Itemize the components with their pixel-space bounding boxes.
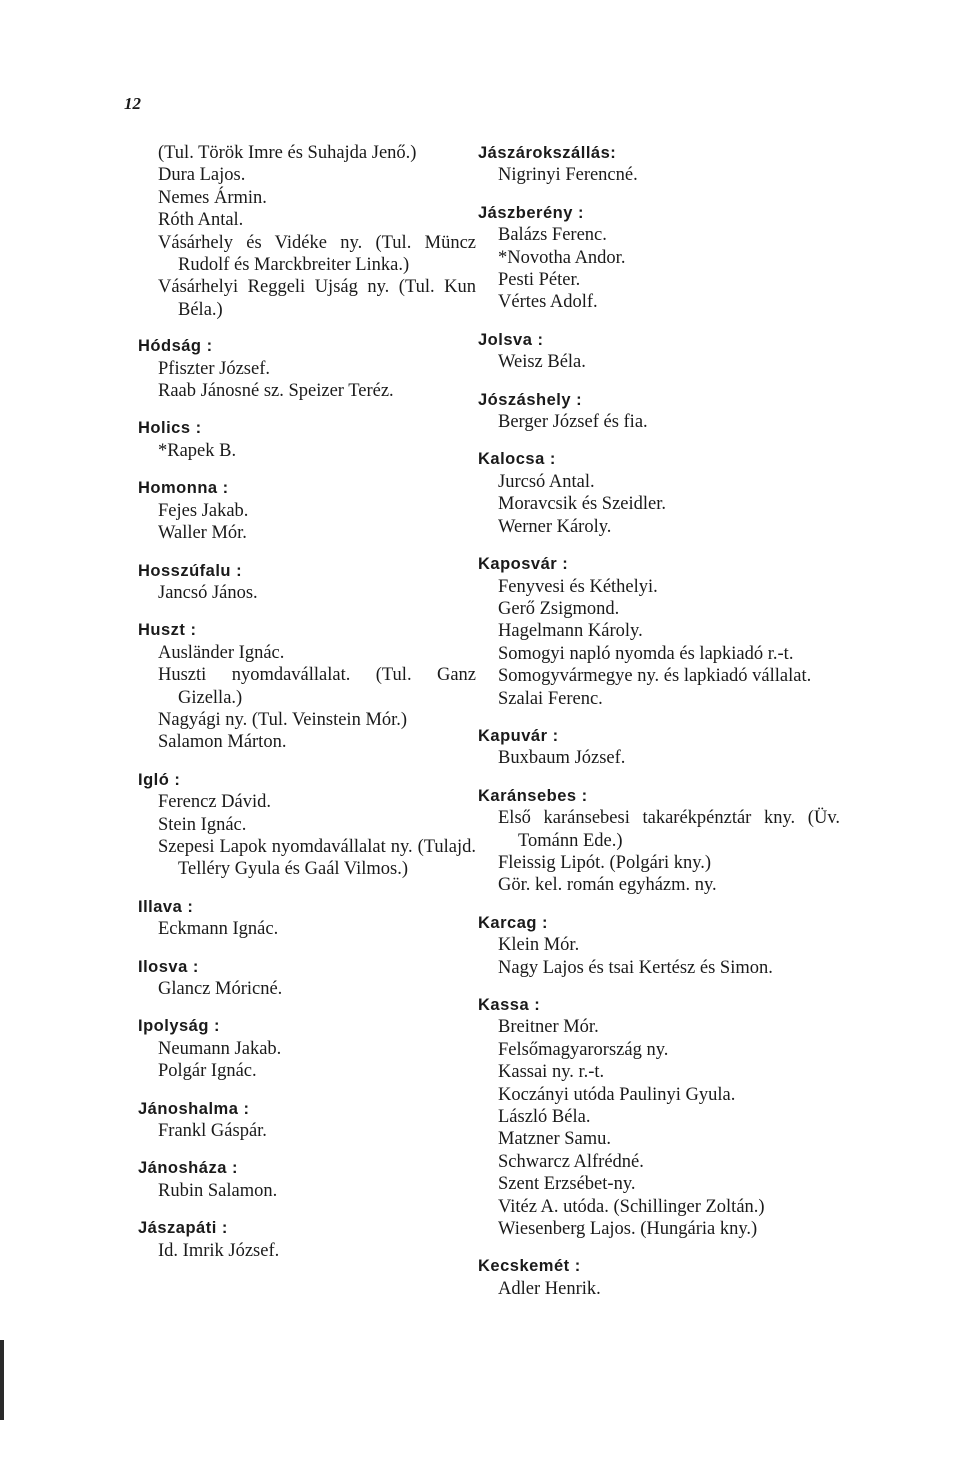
printer-entry: Ferencz Dávid. (158, 792, 272, 813)
printer-entry: (Tul. Török Imre és Suhajda Jenő.) (158, 143, 417, 163)
left-column (138, 142, 476, 1277)
location-heading: Illava : (138, 897, 194, 916)
location-group-janoshalma (138, 1098, 476, 1143)
location-heading: Jászberény : (478, 203, 584, 222)
location-heading: Ipolyság : (138, 1017, 221, 1036)
location-heading: Huszt : (138, 621, 197, 640)
printer-entry: Felsőmagyarország ny. (498, 1039, 669, 1060)
location-heading: Jolsva : (478, 330, 544, 349)
location-group-continued (158, 142, 476, 321)
scan-edge-mark (0, 1340, 4, 1420)
location-heading: Karánsebes : (478, 786, 588, 805)
printer-entry: Matzner Samu. (498, 1129, 612, 1150)
location-heading: Jószáshely : (478, 390, 583, 409)
printer-entry: Koczányi utóda Paulinyi Gyula. (498, 1084, 736, 1105)
printer-entry: *Novotha Andor. (498, 247, 626, 268)
printer-entry: Pesti Péter. (498, 270, 581, 291)
printer-entry: Szepesi Lapok nyomdavállalat ny. (Tulajd. Telléry Gyula és Gaál Vilmos.) (158, 836, 476, 880)
printer-entry: Nigrinyi Ferencné. (498, 165, 638, 186)
printer-entry: Fejes Jakab. (158, 500, 249, 521)
location-heading: Homonna : (138, 479, 229, 498)
printer-entry: Eckmann Ignác. (158, 919, 279, 940)
printer-entry: Werner Károly. (498, 516, 612, 537)
location-group-jaszbereny (478, 202, 840, 314)
location-group-karansebes (478, 785, 840, 897)
location-group-ilosva (138, 956, 476, 1001)
right-column (478, 142, 840, 1315)
location-group-hodsag (138, 335, 476, 402)
location-group-huszt (138, 619, 476, 753)
location-heading: Hódság : (138, 337, 213, 356)
printer-entry: *Rapek B. (158, 440, 237, 461)
printer-entry: Nemes Ármin. (158, 187, 267, 208)
printer-entry: Róth Antal. (158, 210, 244, 231)
printer-entry: Gerő Zsigmond. (498, 598, 620, 619)
printer-entry: Somogyvármegye ny. és lapkiadó vállalat. (498, 666, 812, 687)
location-group-kecskemet (478, 1255, 840, 1300)
printer-entry: Fleissig Lipót. (Polgári kny.) (498, 852, 712, 873)
location-heading: Karcag : (478, 913, 549, 932)
printer-entry: Fenyvesi és Kéthelyi. (498, 576, 658, 597)
location-group-jaszarokszallas (478, 142, 840, 187)
printer-entry: Breitner Mór. (498, 1017, 599, 1038)
printer-entry: Polgár Ignác. (158, 1061, 257, 1082)
printer-entry: László Béla. (498, 1107, 591, 1128)
location-group-illava (138, 896, 476, 941)
printer-entry: Vértes Adolf. (498, 292, 598, 313)
printer-entry: Moravcsik és Szeidler. (498, 494, 666, 515)
location-group-janoshaza (138, 1157, 476, 1202)
location-group-ipolysag (138, 1015, 476, 1082)
printer-entry: Gör. kel. román egyházm. ny. (498, 875, 717, 896)
printer-entry: Klein Mór. (498, 935, 580, 956)
location-heading: Kassa : (478, 996, 541, 1014)
printer-entry: Dura Lajos. (158, 165, 246, 186)
printer-entry: Vitéz A. utóda. (Schillinger Zoltán.) (498, 1196, 765, 1217)
printer-entry: Ausländer Ignác. (158, 642, 285, 663)
printer-entry: Salamon Márton. (158, 732, 287, 753)
printer-entry: Rubin Salamon. (158, 1180, 278, 1201)
location-group-kassa (478, 994, 840, 1240)
printer-entry: Szent Erzsébet-ny. (498, 1174, 636, 1195)
printer-entry: Nagyági ny. (Tul. Veinstein Mór.) (158, 709, 408, 730)
printer-entry: Frankl Gáspár. (158, 1121, 267, 1142)
printer-entry: Vásárhelyi Reggeli Ujság ny. (Tul. Kun Béla.) (158, 277, 476, 320)
printer-entry: Raab Jánosné sz. Speizer Teréz. (158, 381, 394, 402)
printer-entry: Stein Ignác. (158, 814, 247, 835)
location-heading: Jászárokszállás: (478, 144, 617, 162)
printer-entry: Vásárhely és Vidéke ny. (Tul. Müncz Rudolf és Marckbreiter Linka.) (158, 232, 476, 276)
location-heading: Jánoshalma : (138, 1099, 250, 1118)
location-group-jaszapati (138, 1217, 476, 1262)
location-group-iglo (138, 769, 476, 881)
printer-entry: Huszti nyomdavállalat. (Tul. Ganz Gizella.) (158, 665, 476, 708)
location-group-karcag (478, 912, 840, 979)
location-group-homonna (138, 477, 476, 544)
location-group-holics (138, 417, 476, 462)
location-heading: Kecskemét : (478, 1257, 581, 1276)
printer-entry: Neumann Jakab. (158, 1038, 282, 1059)
location-group-kaposvar (478, 553, 840, 710)
printer-entry: Weisz Béla. (498, 352, 586, 373)
printer-entry: Adler Henrik. (498, 1278, 601, 1299)
location-heading: Jászapáti : (138, 1219, 228, 1238)
printer-entry: Wiesenberg Lajos. (Hungária kny.) (498, 1219, 758, 1240)
location-heading: Kapuvár : (478, 726, 559, 745)
location-heading: Hosszúfalu : (138, 561, 243, 580)
printer-entry: Első karánsebesi takarékpénztár kny. (Üv. Tománn Ede.) (498, 808, 840, 851)
printer-entry: Id. Imrik József. (158, 1240, 280, 1261)
printer-entry: Waller Mór. (158, 523, 247, 544)
printer-entry: Jancsó János. (158, 582, 258, 603)
printer-entry: Schwarcz Alfrédné. (498, 1151, 644, 1172)
location-group-joszashely (478, 389, 840, 434)
location-heading: Jánosháza : (138, 1159, 238, 1178)
printer-entry: Hagelmann Károly. (498, 621, 643, 642)
location-group-hosszufalu (138, 560, 476, 605)
location-heading: Ilosva : (138, 957, 199, 976)
location-group-kapuvar (478, 725, 840, 770)
location-heading: Holics : (138, 419, 202, 438)
printer-entry: Balázs Ferenc. (498, 225, 607, 246)
printer-entry: Berger József és fia. (498, 412, 648, 433)
printer-entry: Pfiszter József. (158, 358, 270, 379)
location-group-kalocsa (478, 448, 840, 538)
printer-entry: Somogyi napló nyomda és lapkiadó r.-t. (498, 643, 794, 664)
location-heading: Kalocsa : (478, 450, 556, 469)
location-heading: Igló : (138, 770, 181, 789)
printer-entry: Szalai Ferenc. (498, 688, 603, 709)
location-heading: Kaposvár : (478, 555, 569, 574)
printer-entry: Jurcsó Antal. (498, 471, 595, 492)
printer-entry: Buxbaum József. (498, 748, 626, 769)
printer-entry: Kassai ny. r.-t. (498, 1062, 605, 1083)
location-group-jolsva (478, 329, 840, 374)
printer-entry: Glancz Móricné. (158, 979, 283, 999)
page-number: 12 (124, 94, 141, 113)
printer-entry: Nagy Lajos és tsai Kertész és Simon. (498, 957, 773, 978)
